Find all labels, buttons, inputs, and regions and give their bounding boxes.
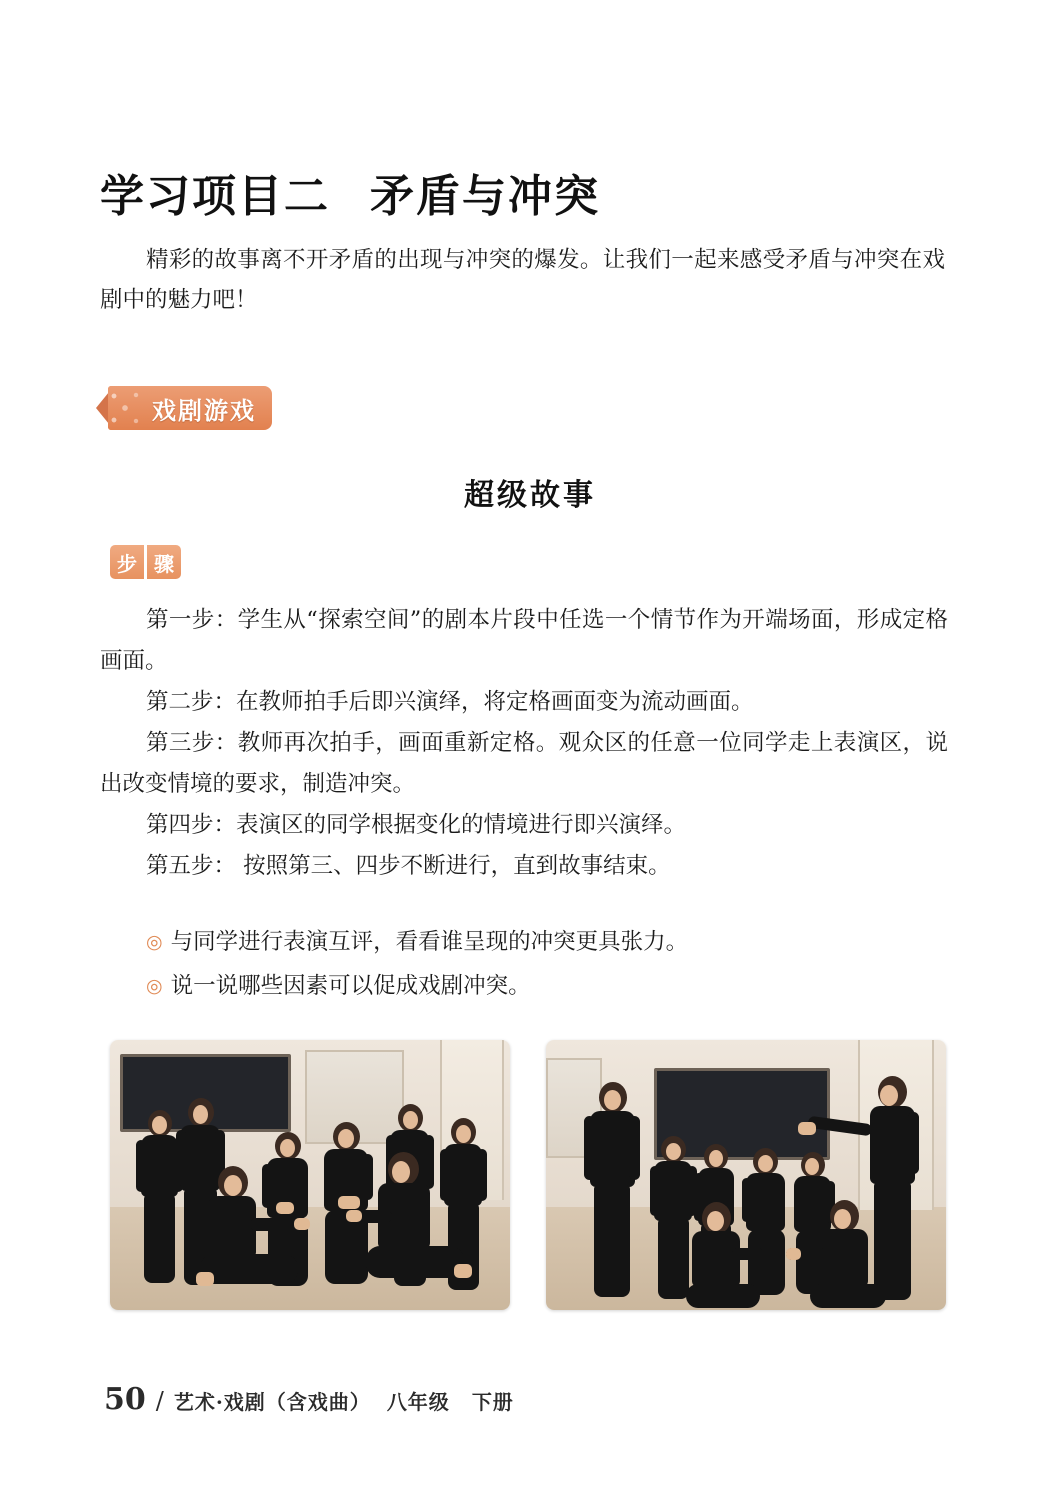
ribbon-label: 戏剧游戏 <box>152 395 256 425</box>
ribbon-body <box>108 386 272 430</box>
photo-left <box>110 1040 510 1310</box>
bullet-list <box>100 920 948 1008</box>
photo-right <box>546 1040 946 1310</box>
section-heading: 超级故事 <box>464 478 596 513</box>
bullet-text: 说一说哪些因素可以促成戏剧冲突。 <box>170 973 531 999</box>
steps-badge <box>110 545 181 579</box>
photo-left-scene <box>110 1040 510 1310</box>
bullet-item <box>100 964 948 1008</box>
student-figure <box>680 1202 772 1306</box>
step-item: 第一步：学生从“探索空间”的剧本片段中任选一个情节作为开端场面，形成定格画面。 <box>100 607 948 674</box>
photo-right-scene <box>546 1040 946 1310</box>
step-item: 第四步：表演区的同学根据变化的情境进行即兴演绎。 <box>146 812 687 838</box>
bullet-circle-icon: ◎ <box>146 975 163 997</box>
page-number: 50 <box>104 1382 146 1417</box>
step-item: 第二步：在教师拍手后即兴演绎，将定格画面变为流动画面。 <box>146 689 754 715</box>
page-footer <box>104 1382 514 1417</box>
ribbon-drama-game <box>108 386 272 430</box>
bullet-item <box>100 920 948 964</box>
page-title <box>100 160 600 224</box>
student-figure <box>786 1200 898 1308</box>
bullet-circle-icon: ◎ <box>146 931 163 953</box>
steps-badge-char-2: 骤 <box>147 545 181 579</box>
student-figure <box>194 1166 314 1296</box>
student-figure <box>584 1082 640 1300</box>
student-figure <box>346 1152 476 1298</box>
footer-grade: 八年级 <box>386 1390 450 1414</box>
page-title-main: 矛盾与冲突 <box>370 171 600 222</box>
step-item: 第三步：教师再次拍手，画面重新定格。观众区的任意一位同学走上表演区，说出改变情境的要求，制造冲突。 <box>100 730 948 797</box>
step-item: 第五步： 按照第三、四步不断进行，直到故事结束。 <box>146 853 671 879</box>
bullet-text: 与同学进行表演互评，看看谁呈现的冲突更具张力。 <box>170 929 689 955</box>
footer-separator: / <box>155 1387 164 1415</box>
intro-paragraph: 精彩的故事离不开矛盾的出现与冲突的爆发。让我们一起来感受矛盾与冲突在戏剧中的魅力吧！ <box>100 247 945 313</box>
footer-term: 下册 <box>471 1390 514 1414</box>
steps-list <box>100 600 948 887</box>
footer-book-title: 艺术·戏剧（含戏曲） <box>173 1390 371 1414</box>
steps-badge-char-1: 步 <box>110 545 144 579</box>
page-title-prefix: 学习项目二 <box>100 171 330 222</box>
